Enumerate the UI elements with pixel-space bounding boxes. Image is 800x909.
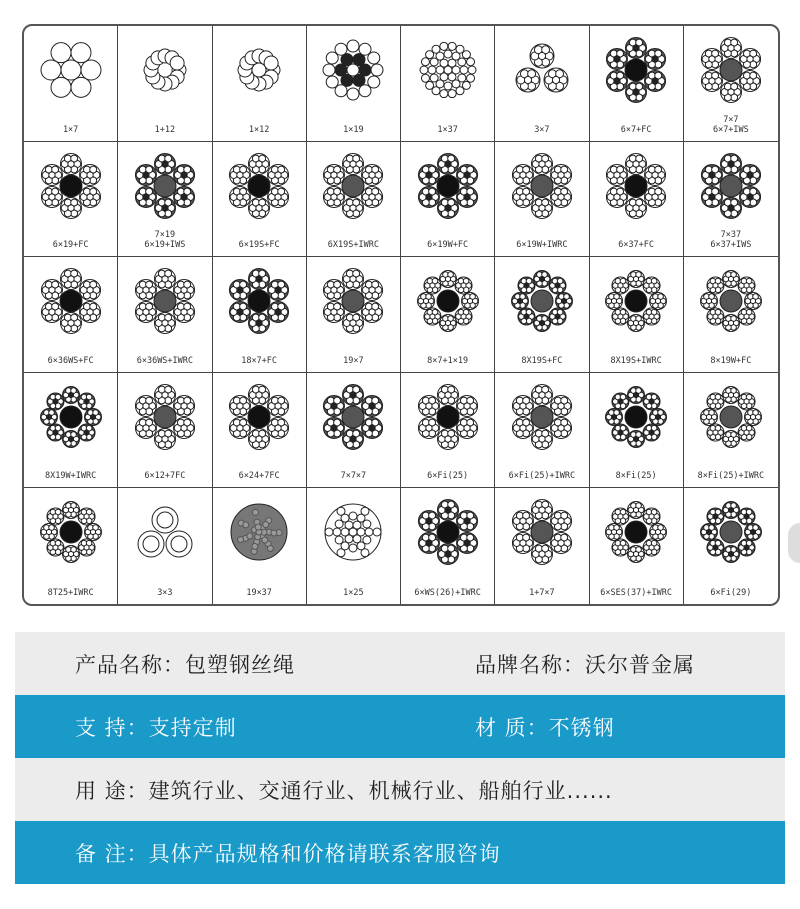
rope-cross-section-icon (600, 34, 672, 106)
rope-type-label: 6×WS(26)+IWRC (414, 587, 481, 598)
rope-type-label: 6×19S+FC (238, 240, 280, 251)
rope-cell (307, 373, 401, 489)
rope-cross-section-icon (506, 381, 578, 453)
product-info-table (15, 632, 785, 884)
rope-cell (590, 142, 684, 258)
rope-cross-section-icon (695, 381, 767, 453)
rope-cross-section-icon (317, 381, 389, 453)
rope-type-label: 6×19W+IWRC (516, 240, 568, 251)
rope-cross-section-icon (317, 265, 389, 337)
rope-type-label: 8T25+IWRC (47, 587, 94, 598)
rope-cross-section-icon (223, 265, 295, 337)
rope-cell (118, 373, 212, 489)
rope-cell (590, 373, 684, 489)
rope-type-label: 1+12 (154, 124, 176, 135)
rope-type-label: 6×24+7FC (238, 471, 280, 482)
rope-type-label: 7×37 6×37+IWS (710, 230, 752, 251)
rope-cell (495, 488, 589, 604)
rope-cross-section-icon (223, 34, 295, 106)
rope-cell (307, 257, 401, 373)
rope-cross-section-icon (35, 381, 107, 453)
wire-rope-structure-chart (22, 24, 780, 606)
rope-cell (213, 488, 307, 604)
rope-cross-section-icon (317, 150, 389, 222)
rope-cell (684, 142, 778, 258)
rope-cell (401, 488, 495, 604)
rope-type-label: 6×7+FC (620, 124, 652, 135)
rope-type-label: 8X19S+IWRC (610, 355, 662, 366)
rope-type-label: 8X19S+FC (521, 355, 563, 366)
usage-text: 用 途：建筑行业、交通行业、机械行业、船舶行业...... (75, 778, 613, 803)
rope-cross-section-icon (506, 150, 578, 222)
rope-cell (307, 26, 401, 142)
rope-cell (401, 26, 495, 142)
rope-type-label: 8X19W+IWRC (45, 471, 97, 482)
rope-cell (213, 142, 307, 258)
rope-cell (590, 257, 684, 373)
rope-cell (684, 488, 778, 604)
rope-cross-section-icon (695, 496, 767, 568)
rope-cross-section-icon (35, 34, 107, 106)
info-row-support (15, 695, 785, 758)
rope-cell (495, 142, 589, 258)
rope-cross-section-icon (35, 496, 107, 568)
rope-cross-section-icon (600, 265, 672, 337)
rope-cross-section-icon (129, 265, 201, 337)
info-row-usage (15, 758, 785, 821)
rope-cell (118, 488, 212, 604)
rope-cell (401, 373, 495, 489)
rope-cell (307, 142, 401, 258)
rope-cell (401, 257, 495, 373)
remark-text: 备 注：具体产品规格和价格请联系客服咨询 (75, 841, 501, 866)
rope-cell (213, 26, 307, 142)
rope-type-label: 1×37 (437, 124, 458, 135)
rope-cross-section-icon (600, 381, 672, 453)
rope-type-label: 1×12 (248, 124, 270, 135)
rope-cross-section-icon (506, 496, 578, 568)
rope-cell (24, 373, 118, 489)
rope-type-label: 3×3 (157, 587, 173, 598)
rope-cell (118, 257, 212, 373)
brand-name-text: 品牌名称：沃尔普金属 (475, 652, 695, 677)
rope-cross-section-icon (223, 150, 295, 222)
rope-type-label: 8×Fi(25)+IWRC (697, 471, 765, 482)
rope-cell (118, 26, 212, 142)
rope-cross-section-icon (412, 381, 484, 453)
rope-cell (118, 142, 212, 258)
rope-cross-section-icon (317, 496, 389, 568)
rope-type-label: 6×37+FC (618, 240, 655, 251)
rope-cell (590, 488, 684, 604)
rope-type-label: 6×Fi(25) (427, 471, 469, 482)
rope-type-label: 7×7 6×7+IWS (712, 114, 749, 135)
rope-type-label: 6×36WS+FC (47, 355, 94, 366)
rope-type-label: 8×19W+FC (710, 355, 752, 366)
rope-cross-section-icon (129, 381, 201, 453)
rope-type-label: 1×25 (343, 587, 364, 598)
rope-cross-section-icon (412, 265, 484, 337)
rope-cross-section-icon (412, 150, 484, 222)
rope-type-label: 1+7×7 (529, 587, 555, 598)
rope-cross-section-icon (129, 150, 201, 222)
rope-cell (24, 488, 118, 604)
rope-type-label: 6×Fi(29) (710, 587, 752, 598)
rope-type-label: 6×12+7FC (144, 471, 186, 482)
rope-cross-section-icon (600, 150, 672, 222)
rope-cell (307, 488, 401, 604)
rope-type-label: 7×7×7 (340, 471, 367, 482)
info-row-name (15, 632, 785, 695)
rope-cross-section-icon (129, 34, 201, 106)
rope-cross-section-icon (35, 150, 107, 222)
rope-type-label: 6×SES(37)+IWRC (600, 587, 672, 598)
rope-cell (24, 257, 118, 373)
rope-type-label: 1×7 (62, 124, 79, 135)
rope-cross-section-icon (600, 496, 672, 568)
rope-cell (684, 373, 778, 489)
material-text: 材 质：不锈钢 (475, 715, 615, 740)
rope-cell (213, 257, 307, 373)
rope-cell (401, 142, 495, 258)
rope-type-label: 18×7+FC (241, 355, 278, 366)
rope-cell (24, 142, 118, 258)
rope-cross-section-icon (223, 496, 295, 568)
rope-cell (590, 26, 684, 142)
rope-type-label: 8×7+1×19 (427, 355, 469, 366)
info-row-remark (15, 821, 785, 884)
rope-type-label: 6×19+FC (52, 240, 89, 251)
rope-cross-section-icon (412, 34, 484, 106)
rope-type-label: 8×Fi(25) (615, 471, 657, 482)
rope-cell (495, 373, 589, 489)
rope-type-label: 6×Fi(25)+IWRC (508, 471, 576, 482)
rope-type-label: 7×19 6×19+IWS (144, 230, 186, 251)
rope-type-label: 3×7 (534, 124, 550, 135)
rope-type-label: 1×19 (343, 124, 364, 135)
rope-type-label: 19×37 (246, 587, 272, 598)
rope-type-label: 6×19W+FC (427, 240, 469, 251)
rope-cross-section-icon (223, 381, 295, 453)
side-scroll-tab[interactable] (788, 523, 800, 563)
rope-cell (213, 373, 307, 489)
rope-cross-section-icon (129, 496, 201, 568)
rope-cell (495, 257, 589, 373)
product-name-text: 产品名称：包塑钢丝绳 (75, 652, 295, 677)
rope-cell (495, 26, 589, 142)
rope-type-label: 6X19S+IWRC (327, 240, 379, 251)
rope-cross-section-icon (506, 34, 578, 106)
rope-cross-section-icon (695, 150, 767, 222)
rope-cell (24, 26, 118, 142)
rope-cross-section-icon (35, 265, 107, 337)
rope-cross-section-icon (317, 34, 389, 106)
rope-cross-section-icon (695, 34, 767, 106)
rope-cross-section-icon (695, 265, 767, 337)
rope-cell (684, 257, 778, 373)
rope-cell (684, 26, 778, 142)
rope-cross-section-icon (412, 496, 484, 568)
rope-type-label: 19×7 (343, 355, 364, 366)
support-text: 支 持：支持定制 (75, 715, 237, 740)
structure-grid (24, 26, 778, 604)
rope-type-label: 6×36WS+IWRC (136, 355, 194, 366)
rope-cross-section-icon (506, 265, 578, 337)
